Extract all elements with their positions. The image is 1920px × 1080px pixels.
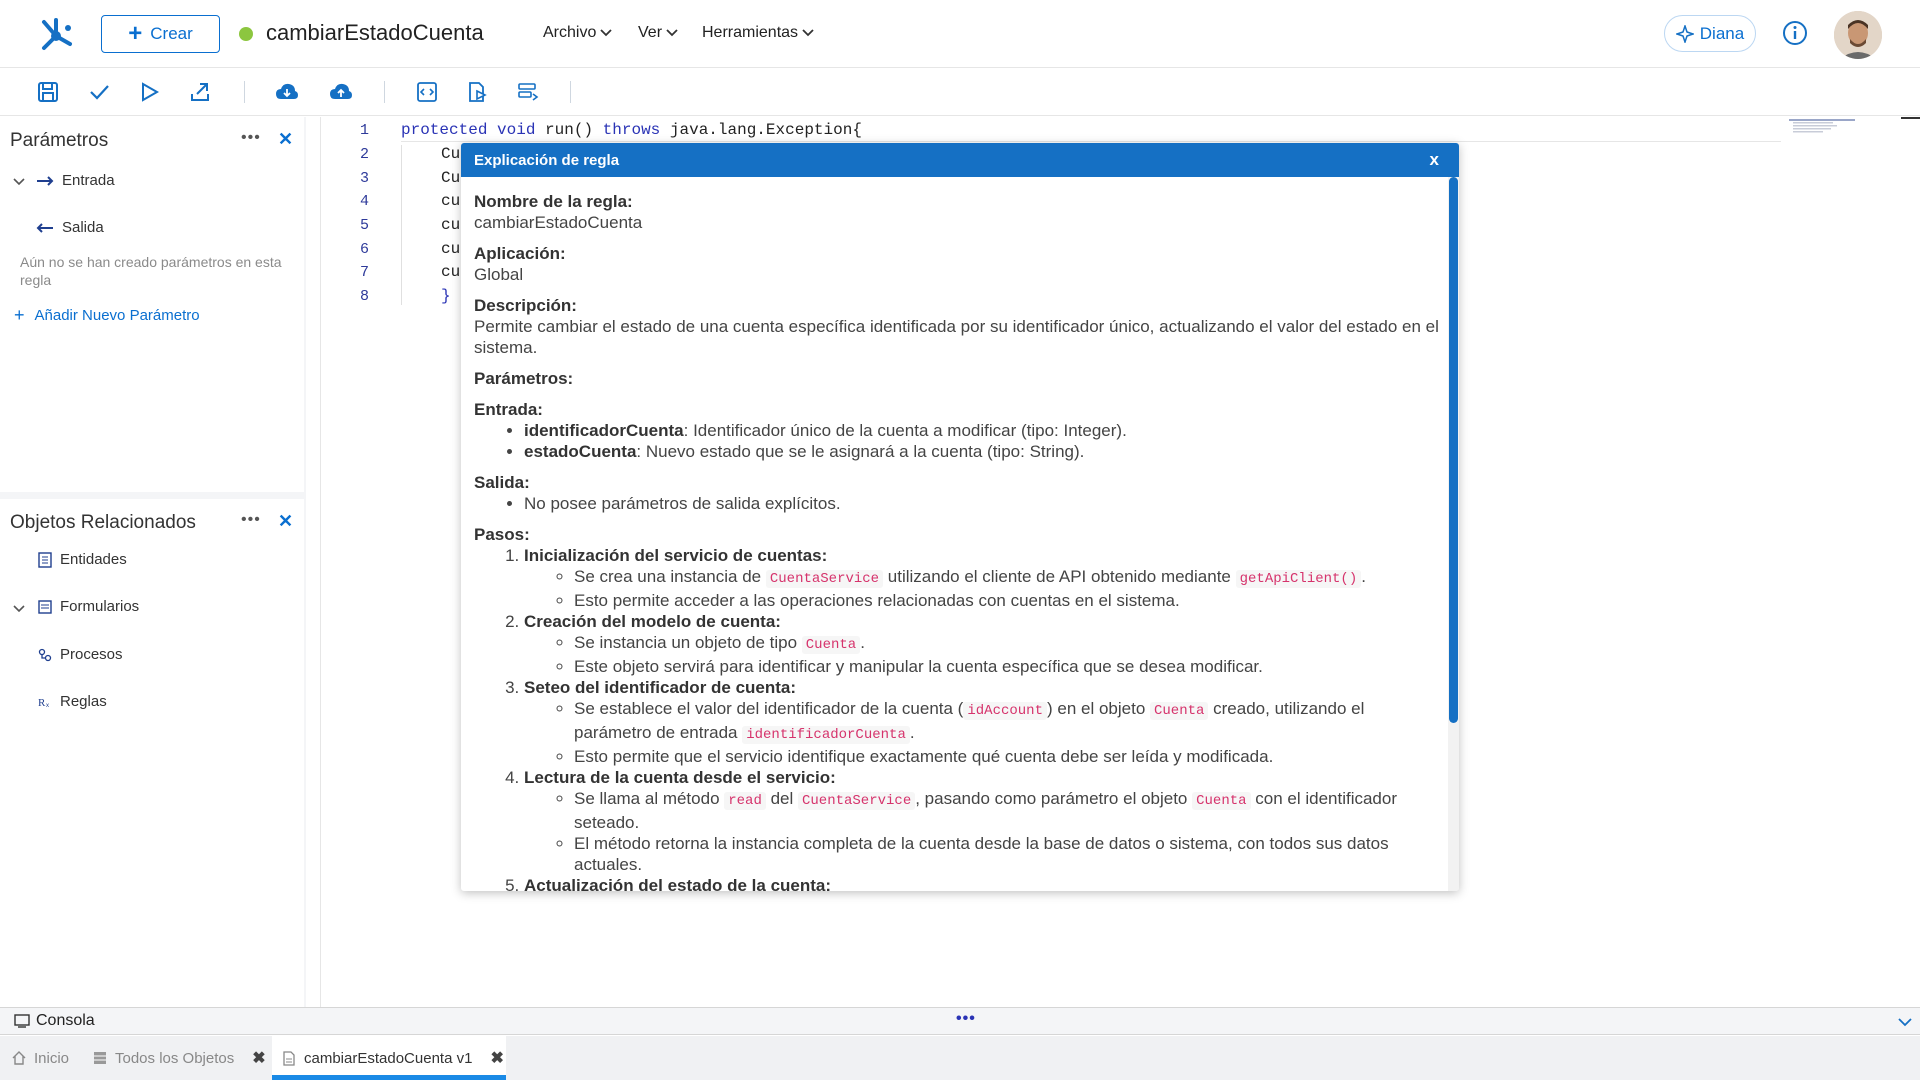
toolbar-divider — [570, 81, 571, 103]
code-function: run() — [545, 121, 594, 139]
text: Se instancia un objeto de tipo — [574, 633, 802, 652]
dialog-header — [461, 143, 1459, 177]
scrollbar-thumb[interactable] — [1449, 177, 1458, 723]
tab-bar — [0, 1036, 1920, 1080]
step-title: Seteo del identificador de cuenta: — [524, 678, 797, 697]
cloud-download-icon — [275, 82, 299, 102]
text: . — [860, 633, 865, 652]
text: con el identificador seteado. — [574, 789, 1398, 832]
arrow-left-icon — [36, 223, 54, 233]
indent-guide — [401, 145, 402, 305]
list-item — [574, 632, 1439, 656]
save-icon — [37, 81, 59, 103]
create-label: Crear — [150, 24, 193, 43]
toolbar-divider — [244, 81, 245, 103]
list-item — [574, 566, 1439, 590]
step-title: Creación del modelo de cuenta: — [524, 612, 781, 631]
export-icon — [189, 81, 211, 103]
avatar[interactable] — [1834, 11, 1882, 59]
assistant-label: Diana — [1699, 23, 1745, 43]
dialog-title: Explicación de regla — [474, 152, 620, 169]
menu-ver[interactable] — [638, 24, 678, 42]
tab-inicio[interactable] — [12, 1036, 69, 1080]
list-item: ◦ Esto permite acceder a las operaciones relacionadas con cuentas en el sistema. — [574, 590, 1439, 611]
step-item — [524, 767, 1439, 875]
code-line-5: cu — [441, 216, 461, 234]
step-title: Inicialización del servicio de cuentas: — [524, 546, 828, 565]
line-number: 2 — [359, 146, 369, 163]
code-line-4: cu — [441, 192, 461, 210]
close-icon[interactable]: ✕ — [278, 511, 294, 531]
list-item: • No posee parámetros de salida explícitos. — [524, 493, 1439, 514]
step-title: Lectura de la cuenta desde el servicio: — [524, 768, 836, 787]
resize-handle[interactable]: ••• — [956, 1010, 976, 1027]
list-item — [574, 788, 1439, 833]
line-number: 8 — [359, 288, 369, 305]
text: . — [909, 723, 915, 742]
code-line-3: Cu — [441, 169, 461, 187]
left-sidebar — [0, 117, 306, 1007]
text: creado, utilizando el parámetro de entrada — [574, 699, 1365, 742]
input-label: Entrada: — [474, 400, 543, 419]
inline-code: idAccount — [963, 702, 1047, 720]
menu-archivo[interactable] — [543, 24, 612, 42]
document-play-icon — [466, 81, 488, 103]
chevron-down-icon[interactable] — [13, 603, 25, 615]
param-desc: : Identificador único de la cuenta a modificar (tipo: Integer). — [683, 421, 1127, 440]
code-line-6: cu — [441, 240, 461, 258]
panel-title: Parámetros — [10, 130, 109, 151]
cloud-upload-icon — [329, 82, 353, 102]
assistant-button[interactable] — [1664, 15, 1756, 52]
code-line-8: } — [441, 287, 451, 305]
tab-close-icon[interactable]: ✖ — [252, 1050, 266, 1067]
menu-label: Herramientas — [702, 24, 799, 41]
chevron-down-icon — [600, 29, 612, 37]
step-item — [524, 545, 1439, 611]
steps-list — [524, 545, 1439, 891]
rule-file-icon — [282, 1051, 296, 1066]
text: del — [765, 789, 798, 808]
app-logo[interactable] — [36, 14, 76, 54]
step-title: Actualización del estado de la cuenta: — [524, 876, 832, 891]
parameters-label: Parámetros: — [474, 369, 574, 388]
tree-item-label: Formularios — [60, 598, 140, 615]
step-item — [524, 611, 1439, 677]
rule-icon — [38, 695, 52, 709]
output-label: Salida: — [474, 473, 530, 492]
objects-icon — [93, 1051, 107, 1065]
text: , pasando como parámetro el objeto — [915, 789, 1193, 808]
status-indicator — [239, 27, 253, 41]
code-view-button[interactable] — [412, 77, 442, 107]
download-button[interactable] — [272, 77, 302, 107]
inline-code: Cuenta — [1150, 702, 1208, 720]
menu-herramientas[interactable] — [702, 24, 814, 42]
sparkle-icon — [1676, 25, 1694, 43]
dialog-scrollbar[interactable] — [1448, 177, 1459, 891]
page-title: cambiarEstadoCuenta — [266, 20, 484, 45]
code-keyword: throws — [602, 121, 661, 139]
code-keyword: void — [497, 121, 536, 139]
list-item: ◦ Este objeto servirá para identificar y manipular la cuenta específica que se desea modificar. — [574, 656, 1439, 677]
list-item — [524, 441, 1439, 462]
inline-code: Cuenta — [802, 636, 860, 654]
inline-code: CuentaService — [766, 570, 883, 588]
chevron-down-icon — [802, 29, 814, 37]
rule-name-label: Nombre de la regla: — [474, 192, 633, 211]
text: Se establece el valor del identificador de la cuenta ( — [574, 699, 964, 718]
form-icon — [38, 600, 52, 614]
home-icon — [12, 1051, 26, 1065]
text: Se crea una instancia de — [574, 567, 766, 586]
console-bar[interactable] — [0, 1007, 1920, 1035]
add-parameter-label: Añadir Nuevo Parámetro — [34, 307, 200, 324]
plus-icon: + — [128, 20, 143, 47]
run-button[interactable] — [134, 77, 164, 107]
code-text: java.lang.Exception{ — [669, 121, 862, 139]
text: . — [1361, 567, 1366, 586]
publish-button[interactable] — [185, 77, 215, 107]
code-line-1 — [401, 121, 862, 139]
tree-item-entrada[interactable] — [36, 172, 115, 189]
upload-button[interactable] — [326, 77, 356, 107]
console-icon — [14, 1014, 30, 1028]
step-item — [524, 875, 1439, 891]
inline-code: identificadorCuenta — [742, 726, 910, 744]
text: utilizando el cliente de API obtenido mediante — [883, 567, 1236, 586]
toolbar — [0, 69, 1920, 116]
param-desc: : Nuevo estado que se le asignará a la cuenta (tipo: String). — [636, 442, 1085, 461]
param-name: estadoCuenta — [524, 442, 637, 461]
parameters-panel — [0, 117, 304, 492]
tab-todos-objetos[interactable] — [93, 1036, 266, 1080]
top-bar — [0, 0, 1920, 68]
dialog-body — [474, 191, 1439, 891]
tab-cambiarEstadoCuenta[interactable] — [272, 1036, 506, 1080]
text: Se llama al método — [574, 789, 725, 808]
tree-item-reglas[interactable] — [38, 693, 107, 710]
document-button[interactable] — [462, 77, 492, 107]
steps-label: Pasos: — [474, 525, 530, 544]
inline-code: CuentaService — [798, 792, 915, 810]
tree-item-label: Procesos — [60, 646, 123, 663]
dialog-close-button[interactable]: x — [1429, 150, 1439, 169]
code-line-2: Cu — [441, 145, 461, 163]
tree-item-formularios[interactable] — [38, 598, 139, 615]
add-parameter-link[interactable] — [14, 305, 200, 326]
line-number: 1 — [359, 122, 369, 139]
menu-label: Archivo — [543, 24, 597, 41]
description-label: Descripción: — [474, 296, 577, 315]
chevron-down-icon[interactable] — [13, 176, 25, 188]
param-name: identificadorCuenta — [524, 421, 684, 440]
list-item: ◦ El método retorna la instancia completa de la cuenta desde la base de datos o sistema, con todos sus datos actuales. — [574, 833, 1439, 875]
code-icon — [416, 81, 438, 103]
description-value: Permite cambiar el estado de una cuenta específica identificada por su identificador único, actualizando el valor del estado en el sistema. — [474, 317, 1439, 357]
info-icon[interactable] — [1782, 20, 1808, 46]
validate-button[interactable] — [84, 77, 114, 107]
editor-scrollbar[interactable] — [1901, 117, 1920, 119]
menu-label: Ver — [638, 24, 663, 41]
list-item: ◦ Esto permite que el servicio identifique exactamente qué cuenta debe ser leída y modificada. — [574, 746, 1439, 767]
line-number: 3 — [359, 170, 369, 187]
tree-item-procesos[interactable] — [38, 646, 123, 663]
arrow-right-icon — [36, 176, 54, 186]
inline-code: Cuenta — [1192, 792, 1250, 810]
step-item — [524, 677, 1439, 767]
more-options-icon[interactable]: ••• — [241, 511, 261, 528]
related-objects-panel — [0, 499, 304, 1007]
save-button[interactable] — [33, 77, 63, 107]
tree-item-salida[interactable] — [36, 219, 104, 236]
plus-icon: + — [14, 305, 25, 325]
create-button[interactable] — [101, 15, 220, 53]
tab-label: cambiarEstadoCuenta v1 — [304, 1049, 473, 1067]
chevron-down-icon[interactable] — [1898, 1016, 1912, 1028]
code-minimap[interactable] — [1789, 119, 1859, 133]
inline-code: read — [724, 792, 766, 810]
list-settings-icon — [517, 81, 539, 103]
code-line-7: cu — [441, 263, 461, 281]
tab-label: Inicio — [34, 1049, 70, 1067]
list-item — [524, 420, 1439, 441]
toolbar-divider — [384, 81, 385, 103]
play-icon — [138, 81, 160, 103]
tree-item-label: Entidades — [60, 551, 127, 568]
tree-item-label: Salida — [62, 219, 104, 236]
more-options-icon[interactable]: ••• — [241, 129, 261, 146]
list-item — [574, 698, 1439, 746]
entity-icon — [38, 552, 52, 568]
inline-code: getApiClient() — [1236, 570, 1362, 588]
active-tab-indicator — [272, 1075, 506, 1080]
line-number: 5 — [359, 217, 369, 234]
tab-label: Todos los Objetos — [115, 1049, 235, 1067]
list-button[interactable] — [513, 77, 543, 107]
tree-item-entidades[interactable] — [38, 551, 127, 568]
rule-name-value: cambiarEstadoCuenta — [474, 213, 643, 232]
rule-explanation-dialog — [461, 143, 1459, 891]
application-value: Global — [474, 265, 524, 284]
tree-item-label: Entrada — [62, 172, 115, 189]
check-icon — [88, 81, 110, 103]
current-line-highlight — [401, 141, 1781, 142]
line-number: 7 — [359, 264, 369, 281]
user-avatar-icon — [1834, 11, 1882, 59]
svg-text:x: x — [46, 702, 49, 709]
close-icon[interactable]: ✕ — [278, 129, 294, 149]
chevron-down-icon — [666, 29, 678, 37]
application-label: Aplicación: — [474, 244, 566, 263]
svg-text:R: R — [38, 696, 46, 709]
line-number: 6 — [359, 241, 369, 258]
tree-item-label: Reglas — [60, 693, 107, 710]
text: ) en el objeto — [1046, 699, 1150, 718]
tab-close-icon[interactable]: ✖ — [490, 1050, 504, 1067]
process-icon — [38, 648, 52, 662]
empty-params-note: Aún no se han creado parámetros en esta regla — [20, 254, 282, 288]
panel-title: Objetos Relacionados — [10, 512, 196, 533]
console-label: Consola — [36, 1012, 95, 1029]
line-number: 4 — [359, 193, 369, 210]
code-keyword: protected — [401, 121, 488, 139]
